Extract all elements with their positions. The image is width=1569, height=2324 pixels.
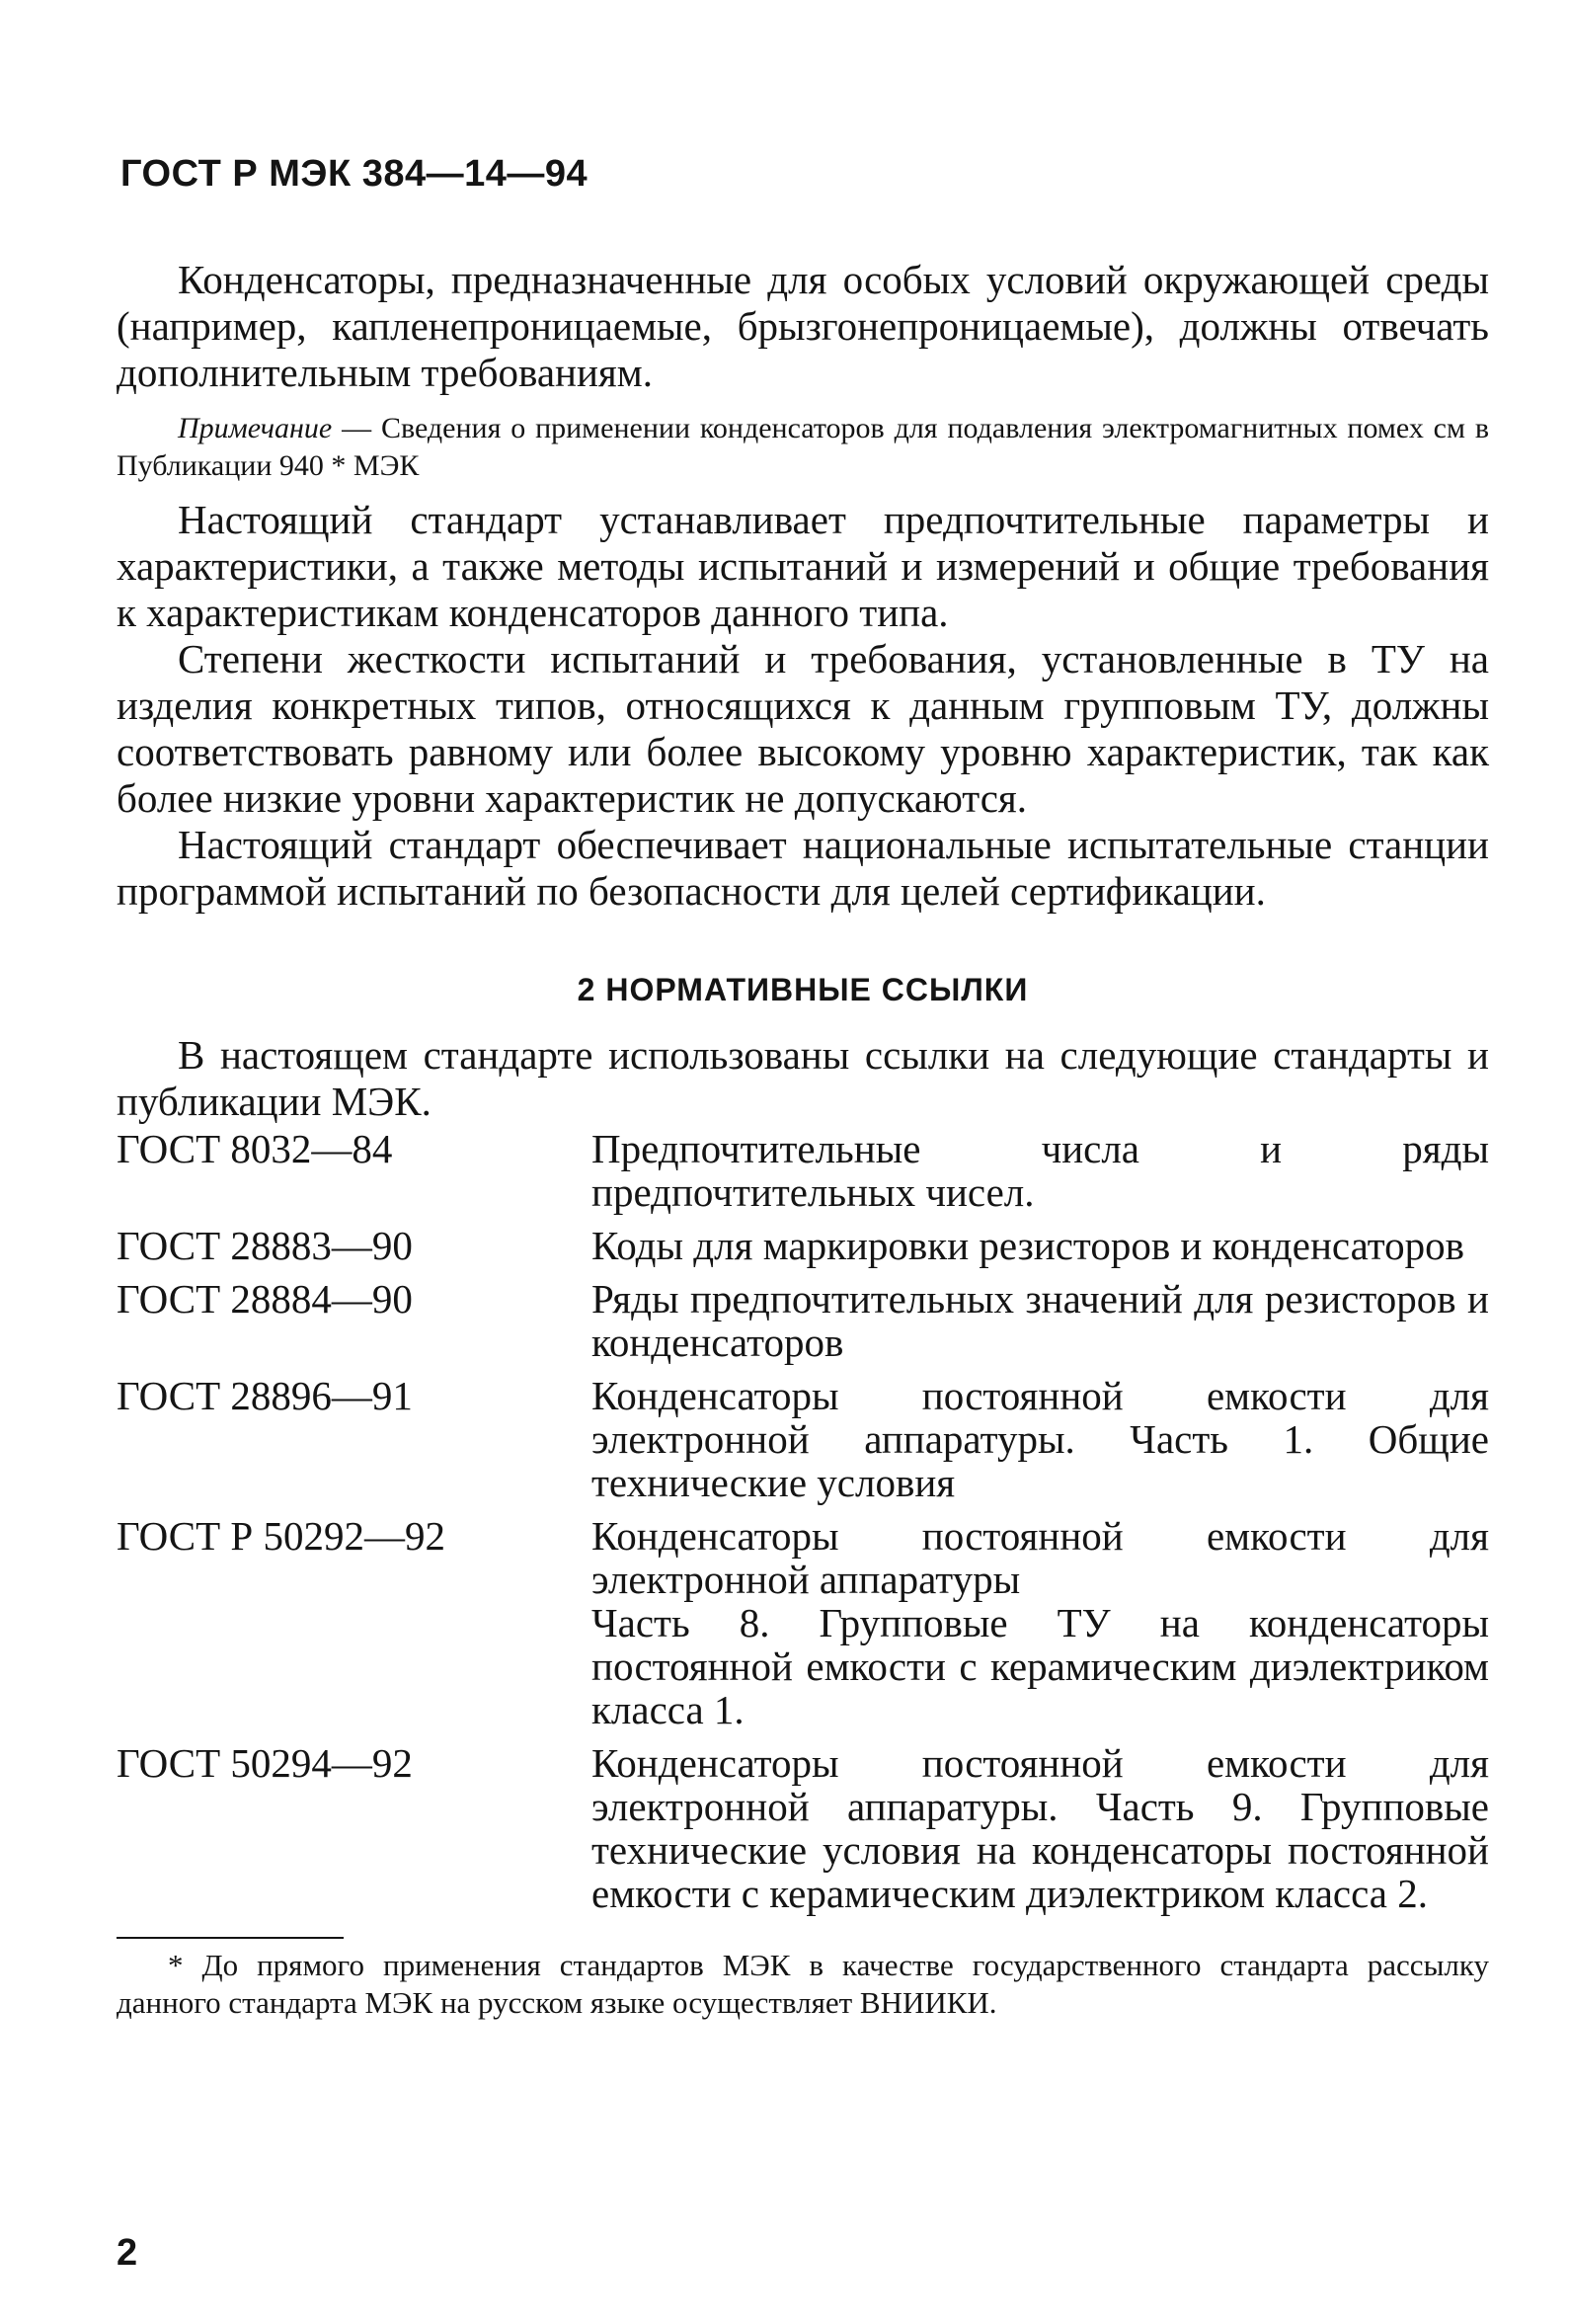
reference-row <box>117 1224 1489 1267</box>
note <box>117 410 1489 485</box>
footnote: * До прямого применения стандартов МЭК в качестве государственного стандарта рассылку данного стандарта МЭК на русском языке осуществляет ВНИИКИ. <box>117 1948 1489 2020</box>
reference-row <box>117 1374 1489 1504</box>
reference-code: ГОСТ 8032—84 <box>117 1126 393 1171</box>
document-page <box>117 153 1489 2022</box>
reference-description: Коды для маркировки резисторов и конденсаторов <box>591 1223 1464 1268</box>
reference-description <box>591 1514 1489 1731</box>
reference-row <box>117 1277 1489 1364</box>
section-intro: В настоящем стандарте использованы ссылки на следующие стандарты и публикации МЭК. <box>117 1032 1489 1124</box>
page-number: 2 <box>117 2232 138 2274</box>
references-list <box>117 1127 1489 1915</box>
reference-description: Ряды предпочтительных значений для резисторов и конденсаторов <box>591 1276 1489 1365</box>
reference-description: Конденсаторы постоянной емкости для электронной аппаратуры. Часть 1. Общие технические условия <box>591 1373 1489 1505</box>
section-title: 2 НОРМАТИВНЫЕ ССЫЛКИ <box>577 972 1029 1007</box>
reference-row <box>117 1514 1489 1731</box>
reference-code: ГОСТ 28896—91 <box>117 1373 413 1418</box>
paragraph-special-conditions: Конденсаторы, предназначенные для особых условий окружающей среды (например, капленепроницаемые, брызгонепроницаемые), должны отвечать дополнительным требованиям. <box>117 257 1489 395</box>
document-header: ГОСТ Р МЭК 384—14—94 <box>120 153 588 195</box>
footnote-separator <box>117 1925 1489 1947</box>
reference-code: ГОСТ 50294—92 <box>117 1740 413 1786</box>
note-text: — Сведения о применении конденсаторов для подавления электромагнитных помех см в Публикации 940 * МЭК <box>117 412 1489 482</box>
footnote-rule <box>117 1937 344 1939</box>
reference-row <box>117 1127 1489 1214</box>
reference-description: Предпочтительные числа и ряды предпочтительных чисел. <box>591 1126 1489 1215</box>
reference-code: ГОСТ 28884—90 <box>117 1276 413 1322</box>
reference-code: ГОСТ Р 50292—92 <box>117 1513 445 1559</box>
reference-code: ГОСТ 28883—90 <box>117 1223 413 1268</box>
reference-description-part1: Конденсаторы постоянной емкости для электронной аппаратуры <box>591 1513 1489 1602</box>
paragraph-severity: Степени жесткости испытаний и требования, установленные в ТУ на изделия конкретных типов, относящихся к данным групповым ТУ, должны соответствовать равному или более высокому уровню характеристик, так как более низкие уровни характеристик не допускаются. <box>117 636 1489 821</box>
paragraph-scope: Настоящий стандарт устанавливает предпочтительные параметры и характеристики, а также методы испытаний и измерений и общие требования к характеристикам конденсаторов данного типа. <box>117 497 1489 635</box>
reference-description: Конденсаторы постоянной емкости для электронной аппаратуры. Часть 9. Групповые технические условия на конденсаторы постоянной емкости с керамическим диэлектриком класса 2. <box>591 1740 1489 1916</box>
reference-description-part2: Часть 8. Групповые ТУ на конденсаторы постоянной емкости с керамическим диэлектриком класса 1. <box>591 1600 1489 1732</box>
reference-row <box>117 1741 1489 1915</box>
paragraph-certification: Настоящий стандарт обеспечивает национальные испытательные станции программой испытаний по безопасности для целей сертификации. <box>117 822 1489 914</box>
note-label: Примечание <box>178 412 333 444</box>
